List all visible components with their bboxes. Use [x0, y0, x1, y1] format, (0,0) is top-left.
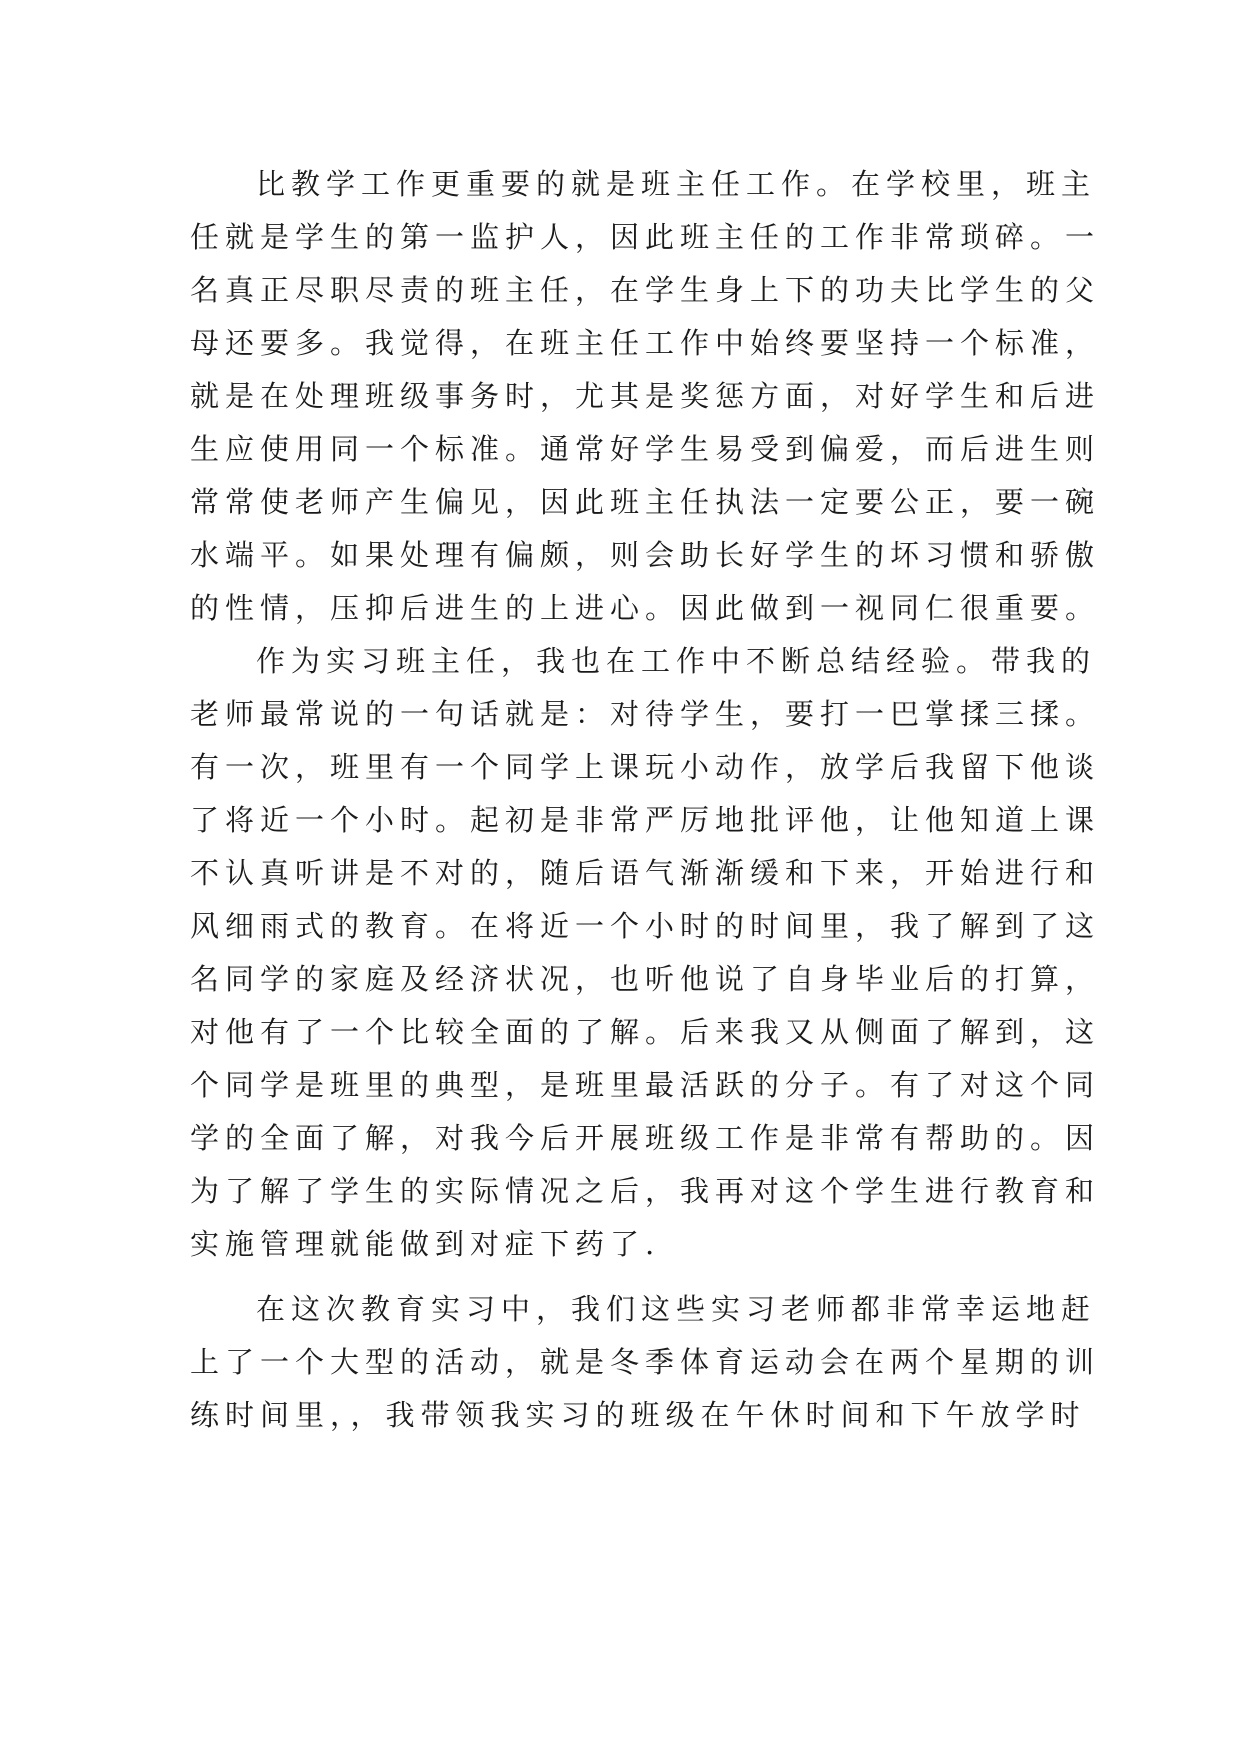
text-line: 的性情，压抑后进生的上进心。因此做到一视同仁很重要。 — [190, 591, 1101, 625]
text-line: 任就是学生的第一监护人，因此班主任的工作非常琐碎。一 — [190, 220, 1101, 254]
text-line: 母还要多。我觉得，在班主任工作中始终要坚持一个标准， — [190, 326, 1101, 360]
text-line: 就是在处理班级事务时，尤其是奖惩方面，对好学生和后进 — [190, 379, 1101, 413]
text-line: 名同学的家庭及经济状况，也听他说了自身毕业后的打算， — [190, 962, 1101, 996]
text-line: 老师最常说的一句话就是：对待学生，要打一巴掌揉三揉。 — [190, 697, 1101, 731]
text-line: 实施管理就能做到对症下药了. — [190, 1227, 661, 1261]
text-line: 生应使用同一个标准。通常好学生易受到偏爱，而后进生则 — [190, 432, 1101, 466]
text-line: 在这次教育实习中，我们这些实习老师都非常幸运地赶 — [256, 1292, 1097, 1326]
paragraph-2 — [190, 635, 1101, 1271]
text-line: 练时间里，，我带领我实习的班级在午休时间和下午放学时 — [190, 1398, 1086, 1432]
text-line: 名真正尽职尽责的班主任，在学生身上下的功夫比学生的父 — [190, 273, 1101, 307]
text-line: 为了解了学生的实际情况之后，我再对这个学生进行教育和 — [190, 1174, 1101, 1208]
text-line: 学的全面了解，对我今后开展班级工作是非常有帮助的。因 — [190, 1121, 1101, 1155]
text-line: 常常使老师产生偏见，因此班主任执法一定要公正，要一碗 — [190, 485, 1101, 519]
text-line: 不认真听讲是不对的，随后语气渐渐缓和下来，开始进行和 — [190, 856, 1101, 890]
text-line: 对他有了一个比较全面的了解。后来我又从侧面了解到，这 — [190, 1015, 1101, 1049]
text-line: 作为实习班主任，我也在工作中不断总结经验。带我的 — [256, 644, 1097, 678]
paragraph-3 — [190, 1283, 1101, 1442]
text-line: 比教学工作更重要的就是班主任工作。在学校里，班主 — [256, 167, 1097, 201]
paragraph-1 — [190, 158, 1101, 635]
text-line: 风细雨式的教育。在将近一个小时的时间里，我了解到了这 — [190, 909, 1101, 943]
body-text — [190, 158, 1101, 1442]
text-line: 个同学是班里的典型，是班里最活跃的分子。有了对这个同 — [190, 1068, 1101, 1102]
text-line: 有一次，班里有一个同学上课玩小动作，放学后我留下他谈 — [190, 750, 1101, 784]
text-line: 上了一个大型的活动，就是冬季体育运动会在两个星期的训 — [190, 1345, 1101, 1379]
text-line: 水端平。如果处理有偏颇，则会助长好学生的坏习惯和骄傲 — [190, 538, 1101, 572]
text-line: 了将近一个小时。起初是非常严厉地批评他，让他知道上课 — [190, 803, 1101, 837]
